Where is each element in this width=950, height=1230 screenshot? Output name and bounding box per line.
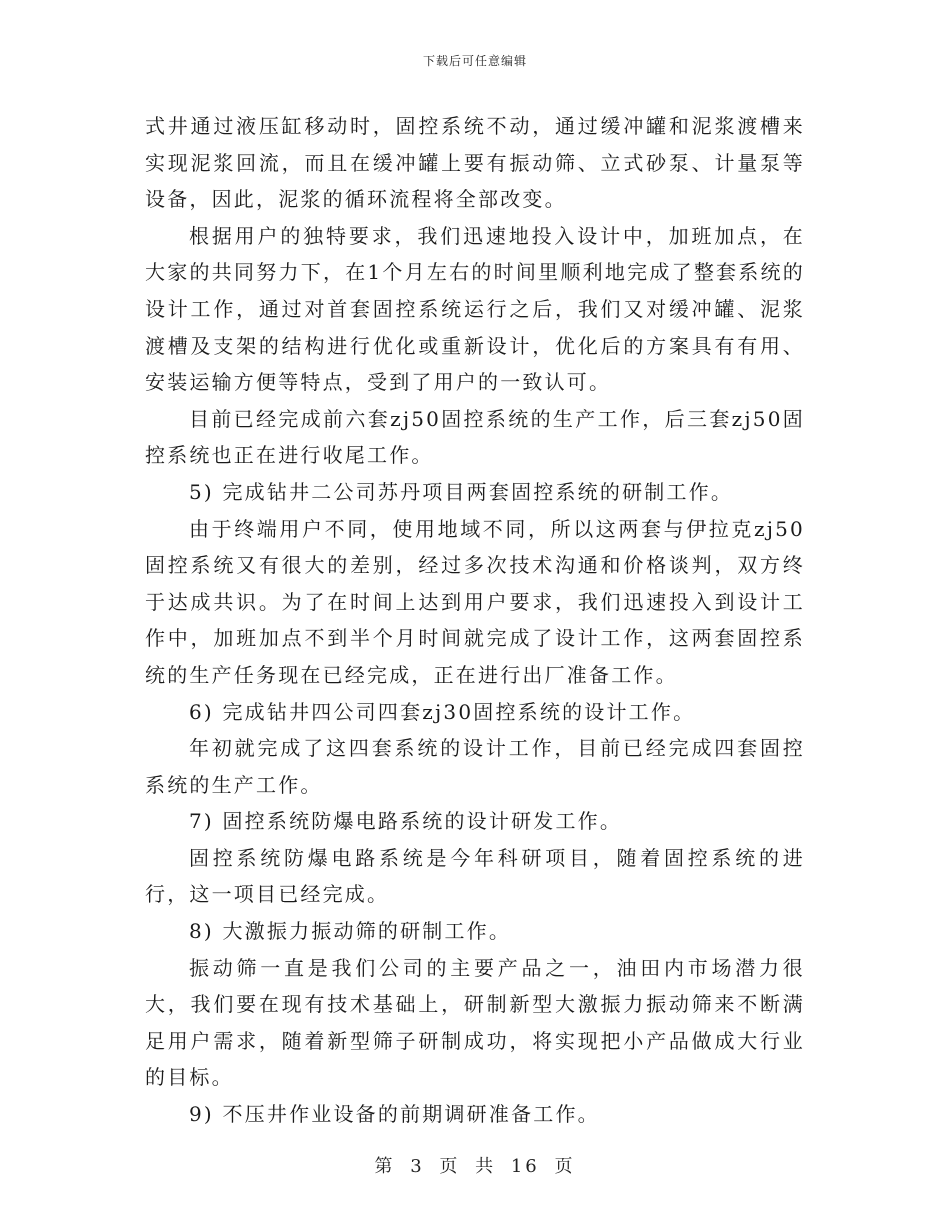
list-heading: 6) 完成钻井四公司四套zj30固控系统的设计工作。 <box>189 699 696 724</box>
list-heading: 8) 大激振力振动筛的研制工作。 <box>189 919 512 944</box>
paragraph: 式井通过液压缸移动时，固控系统不动，通过缓冲罐和泥浆渡槽来实现泥浆回流，而且在缓冲罐上要有振动筛、立式砂泵、计量泵等设备，因此，泥浆的循环流程将全部改变。 <box>145 114 805 212</box>
document-body <box>145 108 805 1133</box>
paragraph: 目前已经完成前六套zj50固控系统的生产工作，后三套zj50固控系统也正在进行收尾工作。 <box>145 406 805 468</box>
page-header-note: 下载后可任意编辑 <box>422 54 527 68</box>
paragraph: 由于终端用户不同，使用地域不同，所以这两套与伊拉克zj50固控系统又有很大的差别，经过多次技术沟通和价格谈判，双方终于达成共识。为了在时间上达到用户要求，我们迅速投入到设计工作中，加班加点不到半个月时间就完成了设计工作，这两套固控系统的生产任务现在已经完成，正在进行出厂准备工作。 <box>145 516 805 687</box>
list-heading: 9) 不压井作业设备的前期调研准备工作。 <box>189 1102 600 1127</box>
list-heading: 5) 完成钻井二公司苏丹项目两套固控系统的研制工作。 <box>189 479 734 504</box>
paragraph: 固控系统防爆电路系统是今年科研项目，随着固控系统的进行，这一项目已经完成。 <box>145 845 805 907</box>
list-heading: 7) 固控系统防爆电路系统的设计研发工作。 <box>189 809 623 834</box>
page-number: 第 3 页 共 16 页 <box>374 1156 576 1177</box>
paragraph: 年初就完成了这四套系统的设计工作，目前已经完成四套固控系统的生产工作。 <box>145 736 805 797</box>
paragraph: 振动筛一直是我们公司的主要产品之一，油田内市场潜力很大，我们要在现有技术基础上，研制新型大激振力振动筛来不断满足用户需求，随着新型筛子研制成功，将实现把小产品做成大行业的目标。 <box>145 955 805 1090</box>
paragraph: 根据用户的独特要求，我们迅速地投入设计中，加班加点，在大家的共同努力下，在1个月左右的时间里顺利地完成了整套系统的设计工作，通过对首套固控系统运行之后，我们又对缓冲罐、泥浆渡槽及支架的结构进行优化或重新设计，优化后的方案具有有用、安装运输方便等特点，受到了用户的一致认可。 <box>145 223 805 395</box>
